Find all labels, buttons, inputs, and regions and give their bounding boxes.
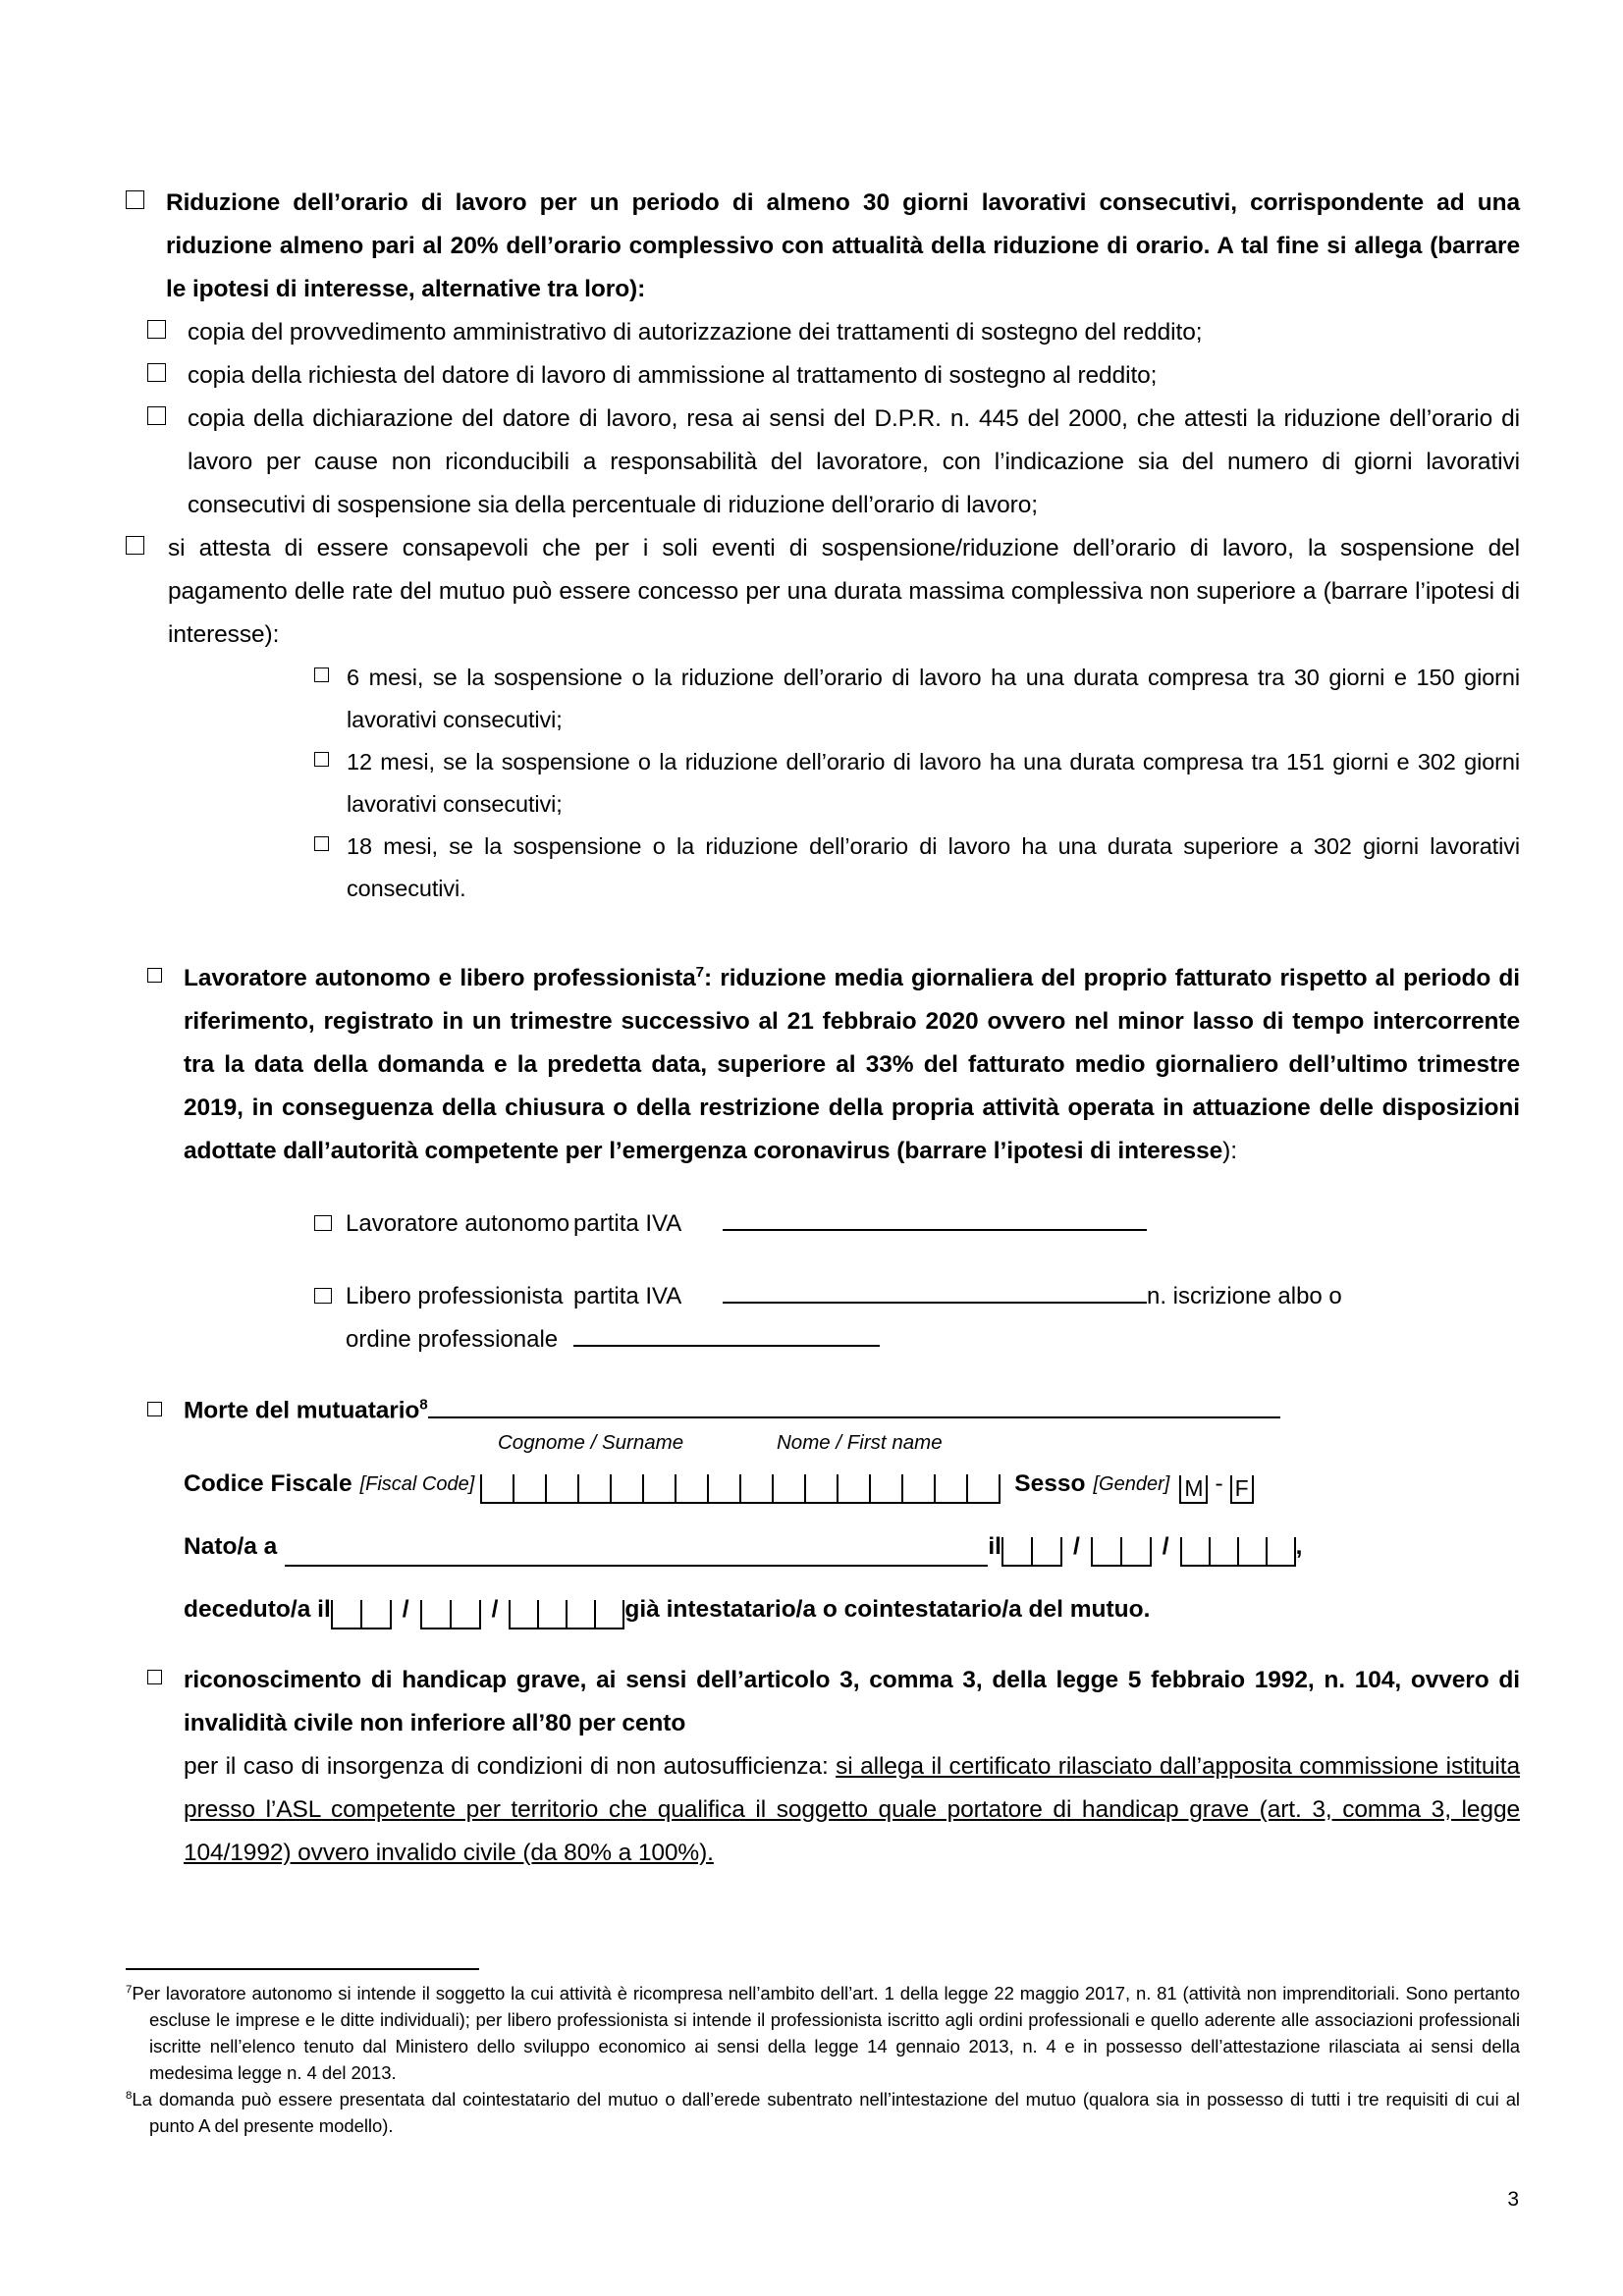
libero-professionista-tail-label: n. iscrizione albo o — [1147, 1283, 1342, 1309]
riduzione-orario-heading: Riduzione dell’orario di lavoro per un periodo di almeno 30 giorni lavorativi consecutivi, corrispondente ad una riduzione almeno pari al 20% dell’orario complessivo con attualità della riduzione di orario. A tal fine si allega (barrare le ipotesi di interesse, alternative tra loro): — [166, 189, 1520, 302]
spacer — [126, 1629, 1520, 1659]
checkbox-handicap[interactable] — [147, 1670, 162, 1684]
checkbox-row-lavoratore-autonomo[interactable] — [147, 957, 1520, 1173]
deceduto-tail-label: già intestatario/a o cointestatario/a del mutuo. — [624, 1595, 1151, 1623]
nato-month-boxes[interactable] — [1091, 1537, 1152, 1567]
checkbox-copia-richiesta[interactable] — [147, 363, 166, 382]
option-6-mesi-label: 6 mesi, se la sospensione o la riduzione dell’orario di lavoro ha una durata compresa tra 30 giorni e 150 giorni lavorativi consecutivi; — [347, 665, 1520, 732]
checkbox-riduzione-orario[interactable] — [126, 190, 144, 209]
sesso-f-box[interactable] — [1230, 1475, 1254, 1504]
footnote-marker-8: 8 — [419, 1396, 428, 1414]
codice-fiscale-en-label: [Fiscal Code] — [359, 1472, 475, 1495]
footnote-7-marker: 7 — [126, 1983, 133, 1996]
handicap-detail-text — [184, 1745, 1520, 1875]
checkbox-row-copia-richiesta[interactable] — [147, 354, 1520, 398]
footnote-8-marker: 8 — [126, 2089, 133, 2102]
checkbox-morte-mutuatario[interactable] — [147, 1402, 162, 1416]
handicap-bold-text: riconoscimento di handicap grave, ai sensi dell’articolo 3, comma 3, della legge 5 febbraio 1992, n. 104, ovvero di invalidità civile non inferiore all’80 per cento — [184, 1666, 1520, 1736]
checkbox-row-18-mesi[interactable] — [314, 826, 1520, 910]
morte-mutuatario-name-field[interactable] — [428, 1391, 1280, 1418]
checkbox-row-morte-mutuatario[interactable] — [147, 1391, 1520, 1629]
checkbox-row-copia-provvedimento[interactable] — [147, 311, 1520, 354]
spacer — [126, 1362, 1520, 1391]
sesso-label: Sesso — [1014, 1469, 1086, 1497]
lavoratore-autonomo-body: : riduzione media giornaliera del proprio fatturato rispetto al periodo di riferimento, registrato in un trimestre successivo al 21 febbraio 2020 ovvero nel minor lasso di tempo intercorrente tra la data della domanda e la predetta data, superiore al 33% del fatturato medio giornaliero dell’ultimo trimestre 2019, in conseguenza della chiusura o della restrizione della propria attività operata in attuazione delle disposizioni adottate dall’autorità competente per l’emergenza coronavirus (barrare l’ipotesi di interesse — [184, 965, 1520, 1164]
nato-label: Nato/a a — [184, 1532, 278, 1560]
checkbox-row-si-attesta[interactable] — [126, 527, 1520, 657]
nato-il-label: il — [988, 1532, 1001, 1560]
si-attesta-text: si attesta di essere consapevoli che per i soli eventi di sospensione/riduzione dell’orario di lavoro, la sospensione del pagamento delle rate del mutuo può essere concesso per una durata massima complessiva non superiore a (barrare l’ipotesi di interesse): — [168, 535, 1520, 648]
row-libero-professionista-iva[interactable] — [314, 1275, 1520, 1318]
handicap-detail-underlined: si allega il certificato rilasciato dall’apposita commissione istituita presso l’ASL competente per territorio che qualifica il soggetto quale portatore di handicap grave (art. 3, comma 3, legge 104/1992) ovvero invalido civile (da 80% a 100%). — [184, 1752, 1520, 1866]
checkbox-copia-provvedimento[interactable] — [147, 320, 166, 339]
partita-iva-block — [314, 1202, 1520, 1362]
lavoratore-autonomo-piva-label: partita IVA — [573, 1210, 682, 1237]
caption-cognome: Cognome / Surname — [498, 1430, 684, 1454]
option-12-mesi-label: 12 mesi, se la sospensione o la riduzione dell’orario di lavoro ha una durata compresa tra 151 giorni e 302 giorni lavorativi consecutivi; — [347, 749, 1520, 817]
name-captions — [184, 1431, 1520, 1465]
nato-date-sep-1: / — [1072, 1532, 1080, 1560]
checkbox-copia-dichiarazione[interactable] — [147, 406, 166, 425]
spacer-cell — [314, 1331, 332, 1347]
sesso-en-label: [Gender] — [1093, 1472, 1170, 1495]
checkbox-row-handicap[interactable] — [147, 1659, 1520, 1875]
codice-fiscale-label: Codice Fiscale — [184, 1469, 352, 1497]
checkbox-18-mesi[interactable] — [314, 836, 329, 851]
deceduto-year-boxes[interactable] — [509, 1600, 624, 1629]
deceduto-day-boxes[interactable] — [331, 1600, 392, 1629]
row-ordine-professionale[interactable] — [314, 1318, 1520, 1362]
footnote-7 — [126, 1980, 1520, 2086]
spacer — [184, 1504, 1520, 1510]
footnote-area — [126, 1968, 1520, 2139]
spacer — [126, 910, 1520, 957]
ordine-professionale-field[interactable] — [573, 1318, 880, 1362]
checkbox-row-12-mesi[interactable] — [314, 741, 1520, 826]
footnote-8-text: La domanda può essere presentata dal cointestatario del mutuo o dall’erede subentrato nell’intestazione del mutuo (qualora sia in possesso di tutti i tre requisiti di cui al punto A del presente modello). — [132, 2089, 1520, 2136]
codice-fiscale-boxes[interactable] — [480, 1474, 1001, 1504]
spacer — [184, 1567, 1520, 1573]
row-lavoratore-autonomo-iva[interactable] — [314, 1202, 1520, 1246]
checkbox-12-mesi[interactable] — [314, 752, 329, 767]
footnote-7-text: Per lavoratore autonomo si intende il soggetto la cui attività è ricompresa nell’ambito dell’art. 1 della legge 22 maggio 2017, n. 81 (attività non imprenditoriali. Sono pertanto escluse le imprese e le ditte individuali); per libero professionista si intende il professionista iscritto agli ordini professionali e quello aderente alle associazioni professionali iscritte nell’elenco tenuto dal Ministero dello sviluppo economico ai sensi della legge 14 gennaio 2013, n. 4 e in possesso dell’attestazione rilasciata ai sensi della medesima legge n. 4 del 2013. — [132, 1983, 1520, 2083]
nato-year-boxes[interactable] — [1180, 1537, 1296, 1567]
deceduto-month-boxes[interactable] — [420, 1600, 481, 1629]
checkbox-row-copia-dichiarazione[interactable] — [147, 398, 1520, 527]
checkbox-lavoratore-autonomo-iva[interactable] — [314, 1215, 332, 1231]
copia-richiesta-label: copia della richiesta del datore di lavoro di ammissione al trattamento di sostegno al reddito; — [188, 362, 1158, 389]
spacer — [314, 1246, 1520, 1275]
nato-row[interactable] — [184, 1527, 1520, 1567]
lavoratore-autonomo-iva-label: Lavoratore autonomo — [346, 1210, 570, 1237]
lavoratore-autonomo-lead: Lavoratore autonomo e libero professionista — [184, 965, 696, 991]
sesso-separator: - — [1215, 1469, 1223, 1497]
caption-nome: Nome / First name — [777, 1430, 943, 1454]
handicap-detail-plain: per il caso di insorgenza di condizioni di non autosufficienza: — [184, 1752, 837, 1780]
morte-mutuatario-title: Morte del mutuatario — [184, 1397, 420, 1424]
checkbox-row-6-mesi[interactable] — [314, 657, 1520, 741]
deceduto-date-sep-2: / — [491, 1595, 499, 1623]
copia-provvedimento-label: copia del provvedimento amministrativo di autorizzazione dei trattamenti di sostegno del reddito; — [188, 319, 1203, 346]
page-content — [126, 182, 1520, 1875]
footnote-marker-7: 7 — [695, 963, 705, 981]
footnote-separator-rule — [126, 1968, 479, 1970]
lavoratore-autonomo-tail: ): — [1222, 1138, 1237, 1164]
footnote-8 — [126, 2086, 1520, 2139]
morte-mutuatario-title-row — [184, 1391, 1520, 1431]
libero-professionista-piva-label: partita IVA — [573, 1283, 682, 1309]
deceduto-date-sep-1: / — [402, 1595, 409, 1623]
nato-date-comma: , — [1295, 1532, 1303, 1560]
nato-date-sep-2: / — [1162, 1532, 1169, 1560]
lavoratore-autonomo-piva-field[interactable] — [723, 1202, 1147, 1246]
copia-dichiarazione-label: copia della dichiarazione del datore di lavoro, resa ai sensi del D.P.R. n. 445 del 2000, che attesti la riduzione dell’orario di lavoro per cause non riconducibili a responsabilità del lavoratore, con l’indicazione sia del numero di giorni lavorativi consecutivi di sospensione sia della percentuale di riduzione dell’orario di lavoro; — [188, 405, 1520, 518]
libero-professionista-label: Libero professionista — [346, 1283, 564, 1309]
deceduto-row[interactable] — [184, 1590, 1520, 1629]
libero-professionista-piva-field[interactable] — [723, 1275, 1147, 1318]
sesso-m-box[interactable] — [1179, 1475, 1208, 1504]
lavoratore-autonomo-paragraph — [184, 957, 1520, 1173]
nato-day-boxes[interactable] — [1001, 1537, 1062, 1567]
page-number: 3 — [1507, 2188, 1519, 2211]
spacer — [126, 1173, 1520, 1202]
deceduto-label: deceduto/a il — [184, 1595, 331, 1623]
ordine-professionale-label: ordine professionale — [346, 1326, 559, 1353]
checkbox-lavoratore-autonomo[interactable] — [147, 968, 162, 983]
sesso-m-letter: M — [1181, 1475, 1208, 1504]
checkbox-6-mesi[interactable] — [314, 667, 329, 682]
checkbox-row-riduzione-orario[interactable] — [126, 182, 1520, 311]
sesso-f-letter: F — [1232, 1475, 1254, 1504]
nato-luogo-field[interactable] — [285, 1539, 988, 1567]
codice-fiscale-row[interactable] — [184, 1465, 1520, 1504]
option-18-mesi-label: 18 mesi, se la sospensione o la riduzione dell’orario di lavoro ha una durata superiore a 302 giorni lavorativi consecutivi. — [347, 833, 1520, 901]
checkbox-libero-professionista[interactable] — [314, 1288, 332, 1304]
checkbox-si-attesta[interactable] — [126, 536, 144, 555]
